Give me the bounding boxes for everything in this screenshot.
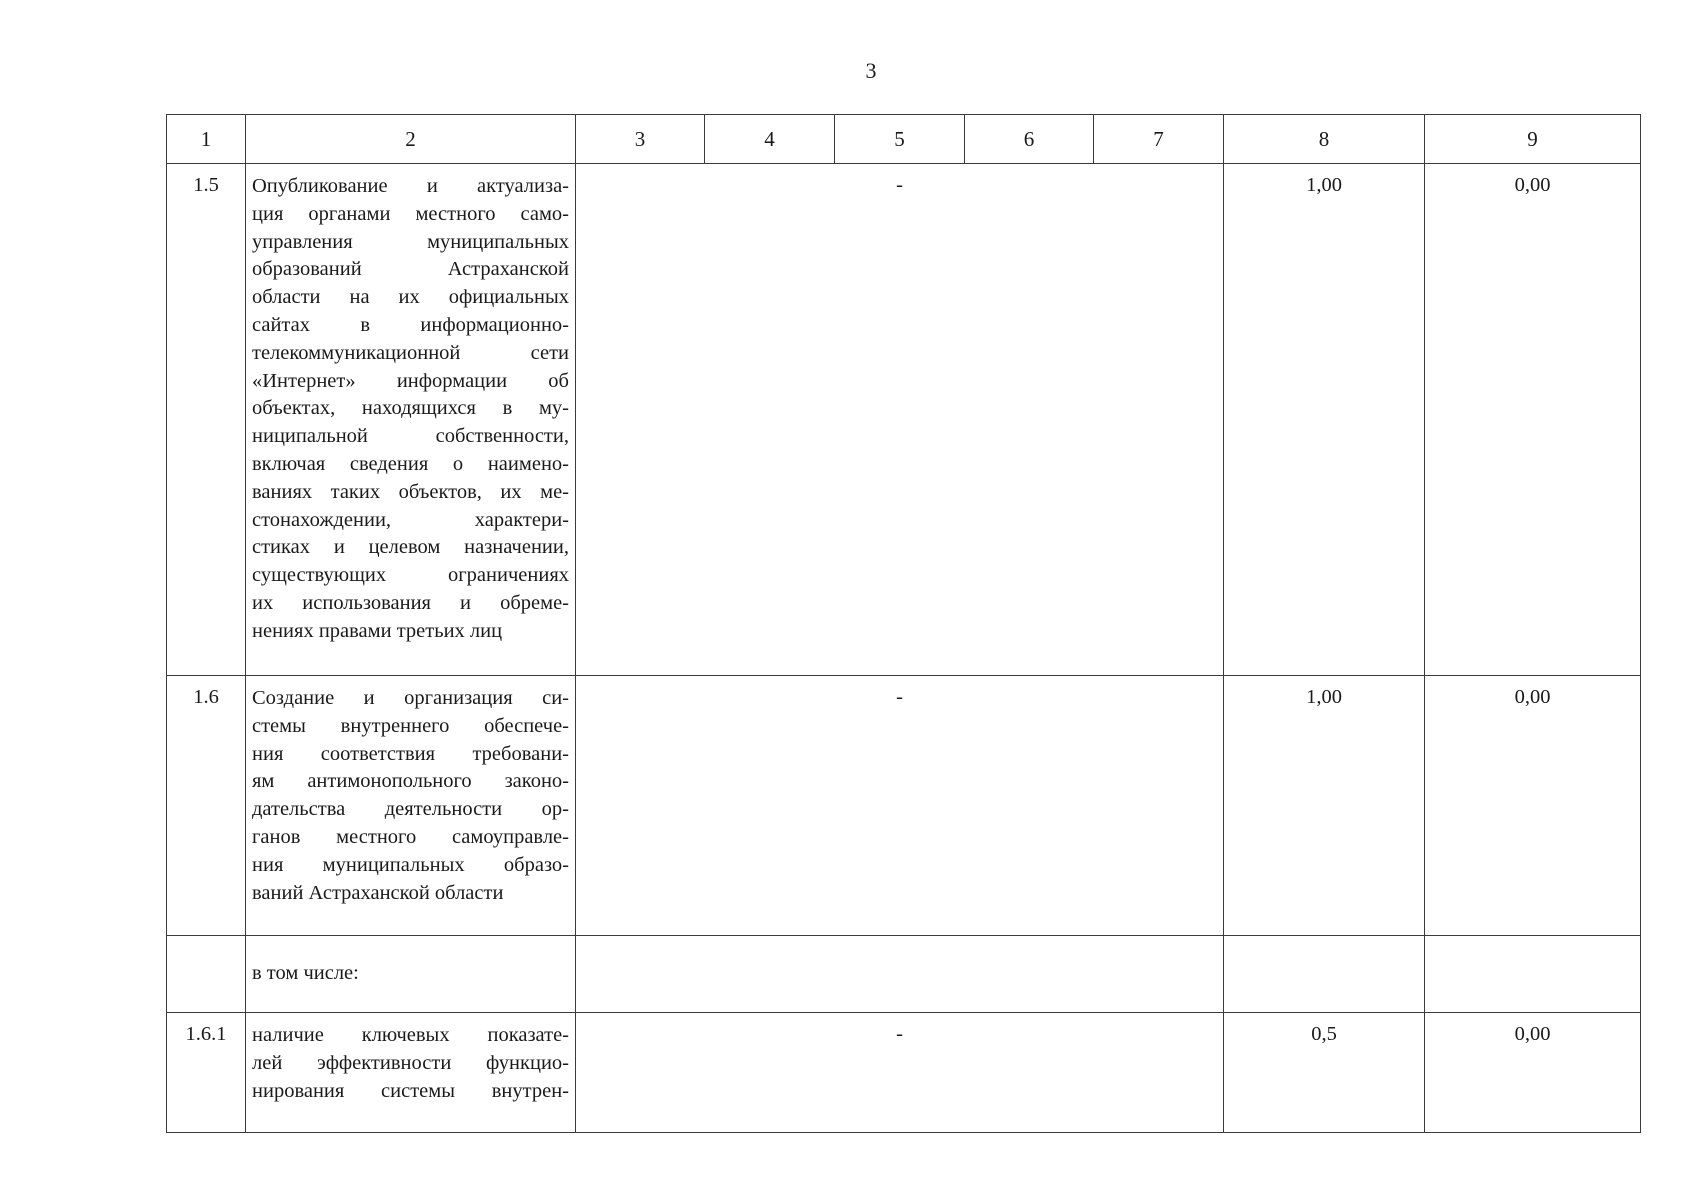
- row-number-cell: 1.5: [167, 164, 246, 676]
- header-cell: 1: [167, 115, 246, 164]
- text-line: существующих ограничениях: [252, 564, 569, 587]
- header-cell: 3: [576, 115, 705, 164]
- column-9-value-cell: 0,00: [1425, 1013, 1641, 1133]
- text-line: Создание и организация си-: [252, 687, 569, 709]
- header-cell: 4: [705, 115, 835, 164]
- text-line: стемы внутреннего обеспече-: [252, 714, 569, 737]
- row-number-cell: 1.6.1: [167, 1013, 246, 1133]
- text-line: объектах, находящихся в му-: [252, 397, 569, 420]
- text-line: «Интернет» информации об: [252, 369, 569, 392]
- column-8-value-cell: 1,00: [1224, 676, 1425, 936]
- text-line: стонахождении, характери-: [252, 508, 569, 531]
- merged-columns-3-7-cell: -: [576, 1013, 1224, 1133]
- header-cell: 6: [965, 115, 1094, 164]
- text-line: ния соответствия требовани-: [252, 742, 569, 765]
- text-line: наличие ключевых показате-: [252, 1024, 569, 1046]
- text-line: включая сведения о наимено-: [252, 452, 569, 475]
- text-line: образований Астраханской: [252, 258, 569, 281]
- text-line: области на их официальных: [252, 286, 569, 309]
- text-line: ваниях таких объектов, их ме-: [252, 480, 569, 503]
- header-cell: 7: [1094, 115, 1224, 164]
- row-description-cell: [246, 164, 576, 676]
- row-description-cell: в том числе:: [246, 936, 576, 1013]
- text-line: лей эффективности функцио-: [252, 1051, 569, 1074]
- merged-columns-3-7-cell: -: [576, 164, 1224, 676]
- table-row: [167, 676, 1641, 936]
- text-line: Опубликование и актуализа-: [252, 175, 569, 197]
- row-number-cell: [167, 936, 246, 1013]
- column-9-value-cell: 0,00: [1425, 676, 1641, 936]
- header-cell: 5: [835, 115, 965, 164]
- text-line: стиках и целевом назначении,: [252, 536, 569, 559]
- column-9-value-cell: [1425, 936, 1641, 1013]
- text-line: управления муниципальных: [252, 230, 569, 253]
- text-line: ваний Астраханской области: [252, 881, 504, 904]
- header-cell: 9: [1425, 115, 1641, 164]
- text-line: ция органами местного само-: [252, 202, 569, 225]
- text-line: ния муниципальных образо-: [252, 853, 569, 876]
- text-line: сайтах в информационно-: [252, 313, 569, 336]
- row-description-cell: [246, 1013, 576, 1133]
- text-line: дательства деятельности ор-: [252, 798, 569, 821]
- text-line: ганов местного самоуправле-: [252, 825, 569, 848]
- merged-columns-3-7-cell: [576, 936, 1224, 1013]
- column-8-value-cell: 1,00: [1224, 164, 1425, 676]
- page-number: 3: [865, 58, 877, 83]
- header-cell: 2: [246, 115, 576, 164]
- text-line: нениях правами третьих лиц: [252, 619, 503, 642]
- header-cell: 8: [1224, 115, 1425, 164]
- text-line: их использования и обреме-: [252, 591, 569, 614]
- text-line: ниципальной собственности,: [252, 425, 569, 448]
- row-number-cell: 1.6: [167, 676, 246, 936]
- column-8-value-cell: [1224, 936, 1425, 1013]
- text-line: нирования системы внутрен-: [252, 1079, 569, 1102]
- row-description-cell: [246, 676, 576, 936]
- table-row: [167, 936, 1641, 1013]
- table-row: [167, 164, 1641, 676]
- column-8-value-cell: 0,5: [1224, 1013, 1425, 1133]
- table-header-row: [167, 115, 1641, 164]
- table-row: [167, 1013, 1641, 1133]
- text-line: ям антимонопольного законо-: [252, 770, 569, 793]
- merged-columns-3-7-cell: -: [576, 676, 1224, 936]
- data-table: [166, 114, 1641, 1133]
- text-line: телекоммуникационной сети: [252, 341, 569, 364]
- column-9-value-cell: 0,00: [1425, 164, 1641, 676]
